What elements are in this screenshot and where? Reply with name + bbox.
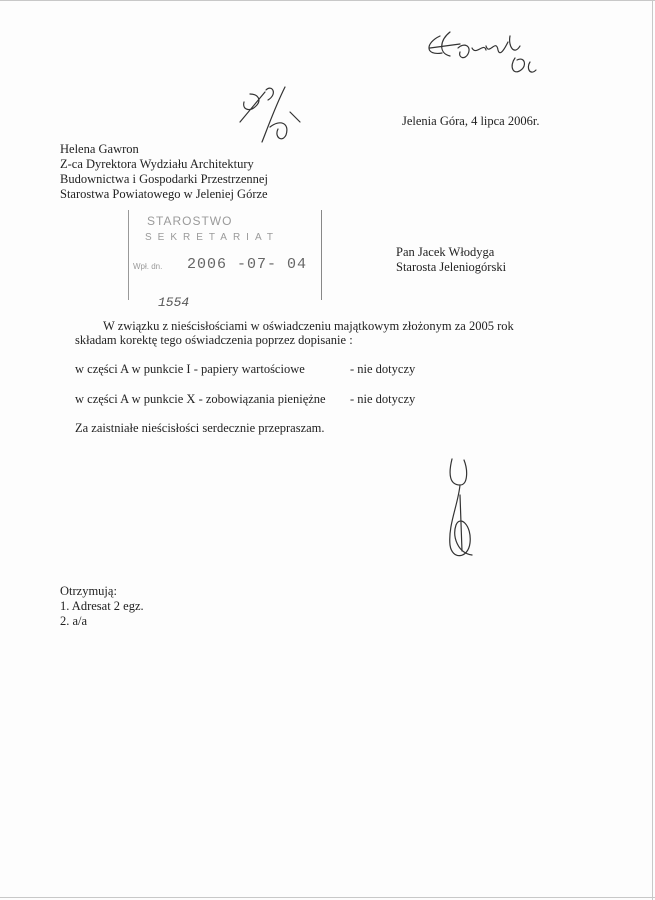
apology-line: Za zaistniałe nieścisłości serdecznie przepraszam. — [75, 421, 325, 435]
scan-edge-bottom — [0, 897, 655, 898]
sender-position-line-1: Z-ca Dyrektora Wydziału Architektury — [60, 157, 254, 171]
scan-edge-right — [652, 0, 653, 900]
stamp-department: SEKRETARIAT — [145, 232, 279, 243]
handwritten-signature — [438, 455, 488, 565]
sender-position-line-3: Starostwa Powiatowego w Jeleniej Górze — [60, 187, 268, 201]
correction-2-status: - nie dotyczy — [350, 392, 416, 406]
scan-edge-top — [0, 0, 655, 1]
correction-2-part: w części A w punkcie X - zobowiązania pieniężne — [75, 392, 326, 406]
distribution-item: 2. a/a — [60, 614, 88, 628]
stamp-received-date: 2006 -07- 04 — [187, 256, 308, 273]
stamp-office-name: STAROSTWO — [147, 214, 233, 228]
distribution-heading: Otrzymują: — [60, 584, 117, 598]
correction-1-part: w części A w punkcie I - papiery wartościowe — [75, 362, 305, 376]
place-and-date: Jelenia Góra, 4 lipca 2006r. — [402, 114, 540, 128]
handwritten-annotation-registration — [230, 82, 320, 152]
sender-position-line-2: Budownictwa i Gospodarki Przestrzennej — [60, 172, 268, 186]
recipient-title: Starosta Jeleniogórski — [396, 260, 507, 274]
received-stamp — [128, 210, 322, 300]
recipient-name: Pan Jacek Włodyga — [396, 245, 495, 259]
registration-number: 1554 — [158, 295, 190, 310]
body-intro-line-1: W związku z nieścisłościami w oświadczeniu majątkowym złożonym za 2005 rok — [103, 319, 514, 333]
correction-1-status: - nie dotyczy — [350, 362, 416, 376]
body-intro-line-2: składam korektę tego oświadczenia poprzez dopisanie : — [75, 333, 353, 347]
stamp-received-label: Wpł. dn. — [133, 262, 163, 271]
distribution-item: 1. Adresat 2 egz. — [60, 599, 144, 613]
handwritten-annotation-top — [420, 18, 560, 88]
sender-name: Helena Gawron — [60, 142, 139, 156]
